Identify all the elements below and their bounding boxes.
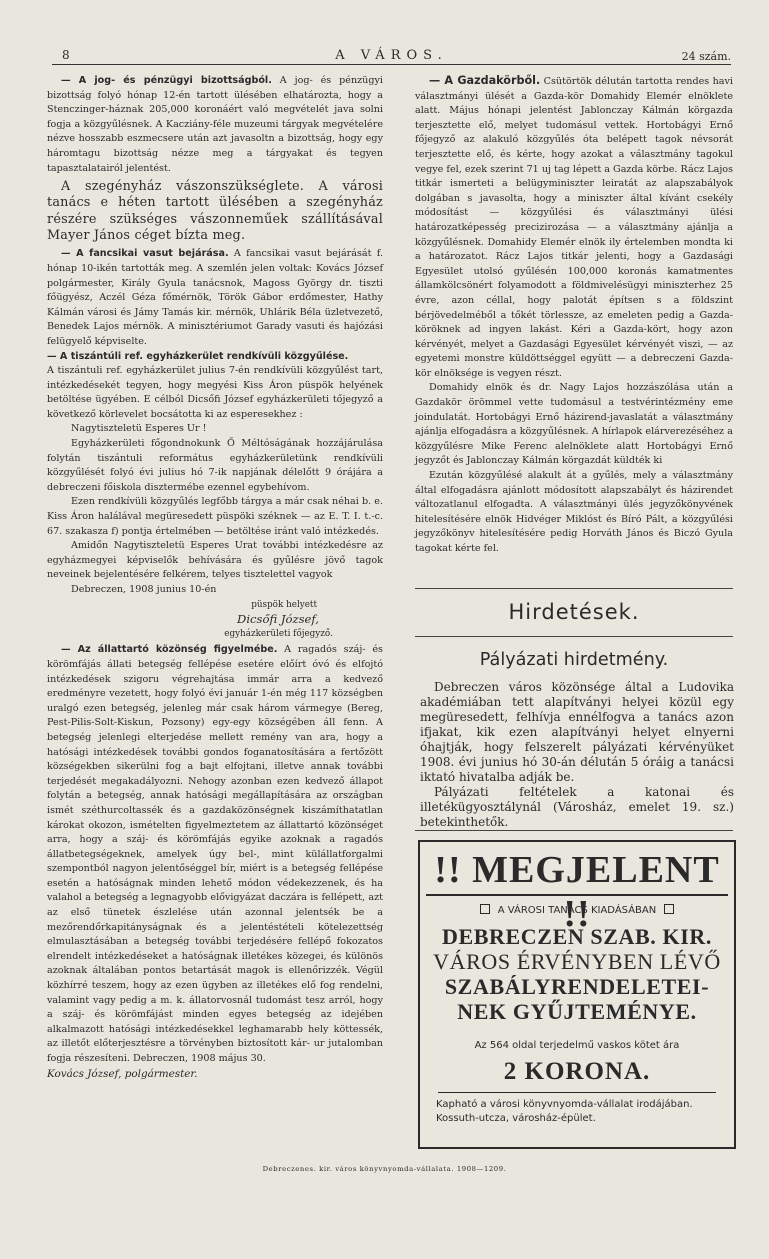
article-heading: — A jog- és pénzügyi bizottságból. [61,75,272,86]
ad-rule [426,894,728,896]
article-heading: A szegényház vászonszükséglete. [61,179,304,195]
article-paragraph: Domahidy elnök és dr. Nagy Lajos hozzászólása után a Gazdakör örömmel vette tudomásul a testvérintézmény eme joindulatát. Hortobágyi Ernő házirend-javaslatát a választmány ajánlja elfogadásra a közgyűlésnek. A hírlapok elárverezéséhez a közgyűlésre Mike Ferenc alelnöklete alatt Hortobágyi Ernő jegyzőt és Jablonczay Kálmán körgazdát küldték ki [415,382,733,467]
article-allattarto [47,643,383,1066]
page-number: 8 [62,48,70,62]
square-bullet-icon [664,904,674,914]
article-gazdakor [415,74,733,381]
tender-paragraph: Debreczen város közönsége által a Ludovika akadémiában tett alapítványi helyei közül egy megüresedett, felhívja ennélfogva a tanács azon ifjakat, kik ezen alapítványi helyet elnyerni óhajtják, hogy felszerelt pályázati kérvényüket 1908. évi junius hó 30-án délután 5 óráig a tanácsi iktató hivatalba adják be. [420,680,734,784]
left-column [47,74,383,1081]
book-advertisement [418,840,736,1149]
square-bullet-icon [480,904,490,914]
section-divider [415,636,733,637]
letter-paragraph: Amidőn Nagytiszteletü Esperes Urat további intézkedésre az egyházmegyei képviselők behívására és gyűlésre jövő tagok neveinek bejelentésére felkérem, telyes tisztelettel vagyok [47,540,383,581]
ads-heading: Hirdetések. [508,600,640,624]
article-heading: — A Gazdakörből. [429,74,541,87]
article-jog [47,74,383,176]
issue-number: 24 szám. [681,50,731,63]
letter-paragraph: Egyházkerületi főgondnokunk Ő Méltóságának hozzájárulása folytán tiszántuli református egyházkerületünk rendkívüli közgyűlését folyó évi julius hó 7-ik napjának délelőtt 9 órájára a debreczeni főiskola disztermébe ezennel egybehívom. [47,438,383,493]
letter-salutation: Nagytiszteletü Esperes Ur ! [71,423,207,435]
signature-title: egyházkerületi főjegyző. [224,628,333,639]
article-body: Csütörtök délután tartotta rendes havi választmányi ülését a Gazda-kör Domahidy Elemér elnöklete alatt. Május hónapi jelentést Jablonczay Kálmán körgazda terjesztette elő, melyet tudomásul vettek. Hortobágyi Ernő főjegyző az alakuló közgyűlés óta belépett tagok névsorát terjesztette elő, és kérte, hogy azokat a választmány tagokul vegye fel, ezek szerint 71 uj tag lépett a Gazda körbe. Rácz Lajos titkár ismerteti a belügyminiszter leiratát az alapszabályok dolgában s javasolta, hogy a miniszter által kívánt csekély módosítást — közgyűlési és választmányi ülési határozatképesség precizirozása — a választmány ajánlja a közgyűlésnek. Domahidy Elemér elnök ily értelemben mondta ki a határozatot. Rácz Lajos titkár jelenti, hogy a Gazdasági Egyesület utolsó gyűlésén 100,000 koronás kamatmentes államkölcsönért folyamodott a földmivelésügyi miniszterhez 25 évre, azon céllal, hogy palotát építsen s a földszint bérjövedelméből a tőkét törlessze, az emeleten pedig a Gazda-köröknek ad ingyen lakást. Kéri a Gazda-kört, hogy azon kérvényét, melyet a Gazdasági Egyesület kérvényét viszi, — az egyetemi monstre küldöttséggel együtt — a debreczeni Gazda-kör elnöksége is vegyen részt. [415,76,733,379]
printer-imprint: Debreczenes. kir. város könyvnyomda-vállalata. 1908—1209. [262,1165,507,1173]
signature-name: Dicsőfi József, [237,612,319,627]
section-divider [415,830,733,831]
letter-date: Debreczen, 1908 junius 10-én [71,584,217,595]
letter-paragraph: Ezen rendkívüli közgyűlés legfőbb tárgya a már csak néhai b. e. Kiss Áron halálával megüresedett püspöki széknek — az E. T. I. t.-c. 67. szakasza f) pontja értelmében — betöltése iránt való intézkedés. [47,496,383,537]
ad-availability: Kapható a városi könyvnyomda-vállalat irodájában. Kossuth-utcza, városház-épület. [436,1099,693,1124]
tender-title: Pályázati hirdetmény. [479,650,669,670]
article-body: A jog- és pénzügyi bizottság folyó hónap 12-én tartott ülésében elhatározta, hogy a Stenczinger-háznak 205,000 koronáért való megvételét java solni fogja a közgyűlésnek. A Kacziány-féle muzeumi tárgyak megvételére nézve hosszabb eszmecsere után azt javasoltn a bizottság, hogy egy háromtagu bizottság nézze meg a tárgyakat és tegyen tapasztalatairól jelentést. [47,75,383,174]
article-heading: — Az állattartó közönség figyelmébe. [61,644,278,656]
article-heading: — A fancsikai vasut bejárása. [61,248,229,260]
newspaper-title: A VÁROS. [335,48,448,63]
ad-price: 2 KORONA. [503,1058,651,1085]
tender-paragraph: Pályázati feltételek a katonai és illetékügyosztálynál (Városház, emelet 19. sz.) betekinthetők. [420,785,734,829]
article-paragraph: Ezután közgyűlésé alakult át a gyűlés, mely a választmány által elfogadásra ajánlott módosított alapszabályt és házirendet változatlanul elfogadta. A választmányi ülés jegyzőkönyvének hitelesítésére elnök Hidvéger Miklóst és Bíró Pált, a közgyűlési jegyzőkönyv hitelesítésére pedig Horváth János és Biczó Gyula tagokat kérte fel. [415,470,733,554]
article-tiszantul-body: A tiszántuli ref. egyházkerület julius 7-én rendkívüli közgyűlést tart, intézkedésekét tegyen, hogy megyési Kiss Áron püspök helyének betöltése ügyében. E célból Dicsőfi József egyházkerületi tőjegyző a következő körlevelet bocsátotta ki az esperesekhez : [47,365,383,420]
tender-notice [420,680,734,830]
signature-role: püspök helyett [251,599,317,610]
article-body: A városi tanács e héten tartott ülésében a szegényház részére szükséges vászonneműek szállításával Mayer János céget bízta meg. [47,179,384,244]
ad-size: Az 564 oldal terjedelmű vaskos kötet ára [474,1040,680,1051]
article-body: A ragadós száj- és körömfájás állati betegség fellépése esetére előírt óvó és elfojtó intézkedések szigoru végrehajtása immár arra a kedvező eredményre vezetett, hogy folyó évi január 1-én még 117 községben uralgó ezen betegség, jelenleg már csak három vármegye (Bereg, Pest-Pilis-Solt-Kiskun, Pozsony) egy-egy községében áll fenn. A betegség jelenlegi elterjedése mellett remény van ara, hogy a hatósági intézkedések további gondos foganatosítására a fertőzött községekben sikerülni fog a bajt elfojtani, illetve annak további terjedését megakadályozni. Nehogy azonban ezen kedvező állapot folytán a betegség, annak hatósági megállapítására az országban ismét széthurcoltassék és a gazdaközönségnek kiszámíthatatlan károkat okozon, ismételten figyelmeztetem az állattartó közönséget arra, hogy a száj- és körömfájás egyike azoknak a ragadós állatbetegségeknek, amelyek úgy bel-, mint külállatforgalmi szempontból nagyon jelentőséggel bír, miért is a betegség fellépése esetén a hatóságnak minden lehető módon védekezzenek, és ha valahol a betegség a legnagyobb elővigyázat daczára is fellépett, azt az első tünetek észlelése után azonnal jelentsék be a mezőrendőrkapitányságnak és a jelentéstételi kötelezettség elmulasztásában a betegség további terjedésére fellépő fokozatos elrendelt intézkedéseket a hatóságnak illetékes közegei, és különös azoknak általában pontos betartását magok is ellenőrizzék. Végül közhírré teszem, hogy az ezen ügyben az illetékes elő fog rendelni, valamint vagy pedig a m. k. állatorvosnál tudomást tesz arról, hogy a száj- és körömfájást minden egyes betegség az idejében alkalmazott hatósági intézkedésekkel leghamarabb hely köttessék, az illetőt előterjesztésre a törvényben biztosított kár- ur jutalomban fogja részesíteni. Debreczen, 1908 május 30. [47,644,383,1064]
article-szegenyhaz [47,179,383,244]
article-tiszantul-heading: — A tiszántúli ref. egyházkerület rendkívüli közgyűlése. [47,350,349,362]
ad-title: !! MEGJELENT !! [434,849,720,935]
page-header [52,44,731,66]
header-rule [52,64,731,65]
ad-publisher: A VÁROSI TANÁCS KIADÁSÁBAN [420,904,734,916]
mayor-signature: Kovács József, polgármester. [47,1067,198,1080]
section-divider [415,588,733,589]
article-body: A fancsikai vasut bejárását f. hónap 10-ikén tartották meg. A szemlén jelen voltak: Kovács József polgármester, Király Gyula tanácsnok, Magoss György dr. tiszti főügyész, Aczél Géza főmérnök, Török Gábor erdőmester, Hathy Kálmán városi és Jámy Tamás kir. mérnök, Uhlárik Béla üzletvezető, Benedek Lajos mérnök. A minisztériumot Garady vasuti és hajózási felügyelő képviselte. [47,248,383,347]
right-column [415,74,733,557]
article-fancsika [47,247,383,349]
ad-book-title: DEBRECZEN SZAB. KIR. VÁROS ÉRVÉNYBEN LÉVŐ SZABÁLYRENDELETEI- NEK GYŰJTEMÉNYE. [433,924,721,1024]
ad-rule [438,1092,716,1093]
